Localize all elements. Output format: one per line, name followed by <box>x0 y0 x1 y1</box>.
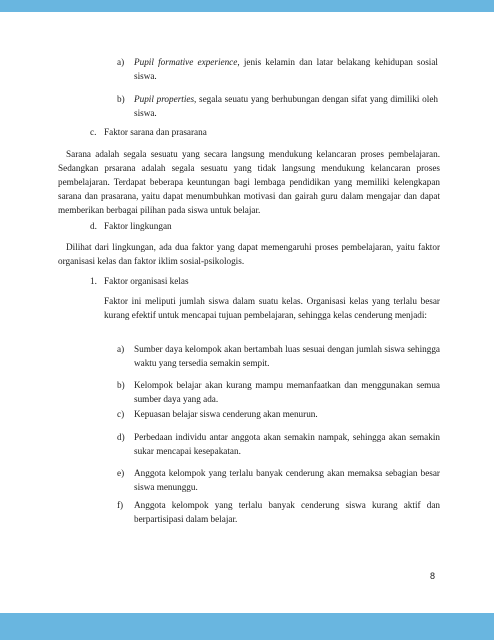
list-item: Anggota kelompok yang terlalu banyak cenderung siswa kurang aktif dan berpartisipasi dalam belajar. <box>134 500 440 524</box>
list-item <box>134 55 438 83</box>
list-marker: e) <box>117 468 125 478</box>
list-item: Kelompok belajar akan kurang mampu memanfaatkan dan menggunakan semua sumber daya yang ada. <box>134 380 440 404</box>
list-item-text: , segala seuatu yang berhubungan dengan sifat yang dimiliki oleh siswa. <box>134 94 438 118</box>
top-color-band <box>0 0 494 12</box>
bottom-color-band <box>0 613 494 640</box>
section-marker: c. <box>90 127 97 137</box>
list-marker: a) <box>117 344 125 354</box>
list-marker: d) <box>117 432 125 442</box>
list-item-term: Pupil formative experience <box>134 57 238 67</box>
body-paragraph: Dilihat dari lingkungan, ada dua faktor yang dapat memengaruhi proses pembelajaran, yaitu faktor organisasi kelas dan faktor iklim sosial-psikologis. <box>58 242 440 266</box>
list-marker: c) <box>117 409 125 419</box>
subsection-heading: Faktor organisasi kelas <box>104 276 189 286</box>
section-marker: d. <box>90 221 97 231</box>
list-marker: b) <box>117 94 125 104</box>
list-item: Kepuasan belajar siswa cenderung akan menurun. <box>134 409 318 419</box>
list-marker: f) <box>117 500 124 510</box>
list-marker: a) <box>117 57 125 67</box>
subsection-marker: 1. <box>90 276 97 286</box>
list-item-text: , jenis kelamin dan latar belakang kehidupan sosial siswa. <box>134 57 438 81</box>
page-number: 8 <box>430 571 436 581</box>
section-heading: Faktor sarana dan prasarana <box>104 127 207 137</box>
section-heading: Faktor lingkungan <box>104 221 172 231</box>
list-marker: b) <box>117 380 125 390</box>
body-paragraph: Faktor ini meliputi jumlah siswa dalam suatu kelas. Organisasi kelas yang terlalu besar kurang efektif untuk mencapai tujuan pembelajaran, sehingga kelas cenderung menjadi: <box>104 296 440 320</box>
list-item: Sumber daya kelompok akan bertambah luas sesuai dengan jumlah siswa sehingga waktu yang tersedia semakin sempit. <box>134 344 440 368</box>
list-item <box>134 92 438 120</box>
list-item: Perbedaan individu antar anggota akan semakin nampak, sehingga akan semakin sukar mencapai kesepakatan. <box>134 432 440 456</box>
body-paragraph: Sarana adalah segala sesuatu yang secara langsung mendukung kelancaran proses pembelajaran. Sedangkan prsarana adalah segala sesuatu yang tidak langsung mendukung kelancaran proses pembelajaran. Terdapat beberapa keuntungan bagi lembaga pendidikan yang memiliki kelengkapan sarana dan prasarana, yaitu dapat menumbuhkan motivasi dan gairah guru dalam mengajar dan dapat memberikan berbagai pilihan pada siswa untuk belajar. <box>58 149 440 215</box>
list-item: Anggota kelompok yang terlalu banyak cenderung akan memaksa sebagian besar siswa menunggu. <box>134 468 440 492</box>
list-item-term: Pupil properties <box>134 94 195 104</box>
